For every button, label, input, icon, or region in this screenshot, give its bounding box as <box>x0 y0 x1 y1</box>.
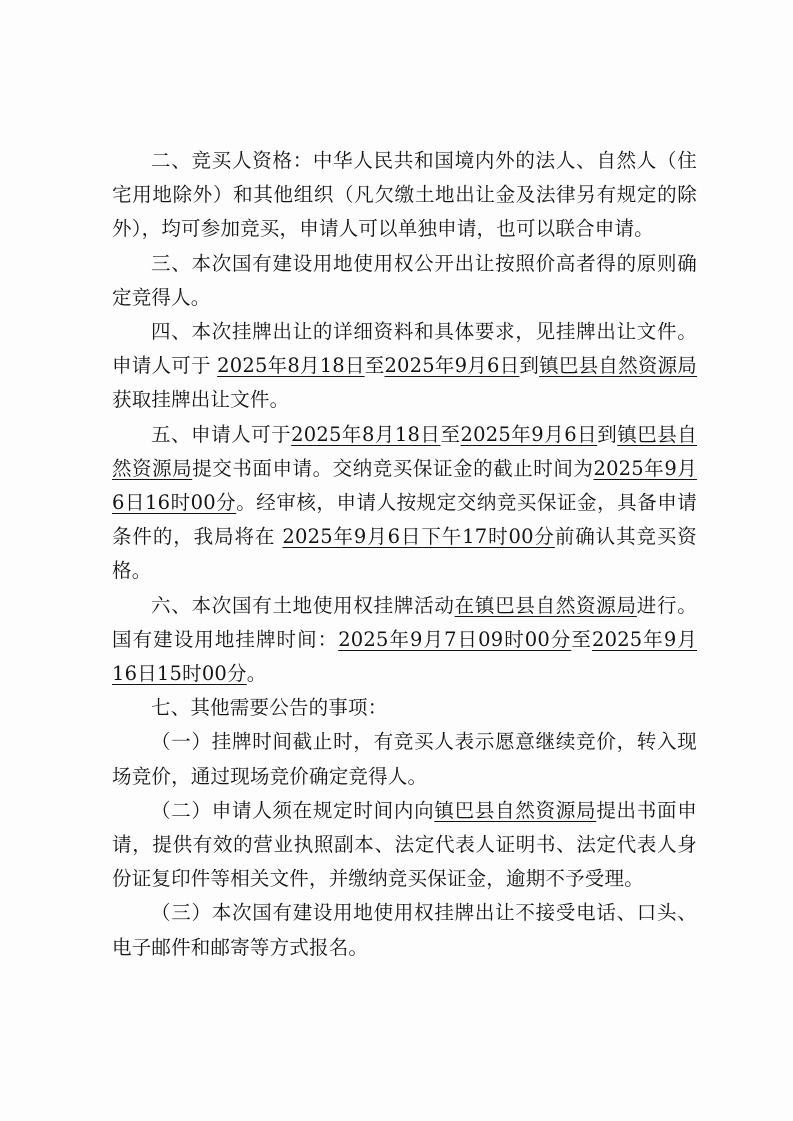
paragraph-text: 获取挂牌出让文件。 <box>112 388 290 412</box>
section-qualification <box>112 144 697 247</box>
paragraph-text: 七、其他需要公告的事项： <box>151 696 388 720</box>
section-principle <box>112 247 697 315</box>
underlined-text: 2025年9月6日 <box>384 354 520 378</box>
underlined-text: 镇巴县自然资源局 <box>539 354 698 378</box>
section-other-matters-1 <box>112 725 697 793</box>
paragraph-text: 到 <box>519 354 540 378</box>
paragraph-text: 前确认其竞买资格。 <box>112 525 697 583</box>
underlined-text: 镇巴县自然资源局 <box>112 422 697 480</box>
paragraph-text: 五、申请人可于 <box>151 422 292 446</box>
paragraph-text: 进行。国有建设用地挂牌时间： <box>112 593 697 651</box>
paragraph-text: （三）本次国有建设用地使用权挂牌出让不接受电话、口头、电子邮件和邮寄等方式报名。 <box>112 901 697 959</box>
underlined-text: 2025年9月16日15时00分 <box>112 627 698 686</box>
underlined-text: 2025年9月7日09时00分 <box>338 627 572 651</box>
paragraph-text: 到 <box>597 422 618 446</box>
underlined-text: 镇巴县自然资源局 <box>434 798 597 822</box>
paragraph-text: 提交书面申请。交纳竞买保证金的截止时间为 <box>192 456 594 480</box>
paragraph-text: 四、本次挂牌出让的详细资料和具体要求，见挂牌出让文件。申请人可于 <box>112 320 697 378</box>
paragraph-text: 六、本次国有土地使用权挂牌活动 <box>151 593 455 617</box>
section-listing-time <box>112 589 697 692</box>
underlined-text: 2025年9月6日16时00分 <box>112 456 697 515</box>
section-other-matters-2 <box>112 794 697 897</box>
paragraph-text: （二）申请人须在规定时间内向 <box>151 798 435 822</box>
paragraph-text: 至 <box>364 354 385 378</box>
paragraph-text: 至 <box>440 422 461 446</box>
paragraph-text: （一）挂牌时间截止时，有竞买人表示愿意继续竞价，转入现场竞价，通过现场竞价确定竞得人。 <box>112 730 697 788</box>
paragraph-text: 二、竞买人资格：中华人民共和国境内外的法人、自然人（住宅用地除外）和其他组织（凡欠缴土地出让金及法律另有规定的除外），均可参加竞买，申请人可以单独申请，也可以联合申请。 <box>112 149 697 241</box>
underlined-text: 在镇巴县自然资源局 <box>454 593 637 617</box>
section-application <box>112 418 697 589</box>
paragraph-text: 。 <box>246 662 267 686</box>
document-body <box>112 144 697 965</box>
underlined-text: 2025年8月18日 <box>217 354 365 378</box>
underlined-text: 2025年8月18日 <box>291 422 441 446</box>
paragraph-text: 。经审核，申请人按规定交纳竞买保证金，具备申请条件的，我局将在 <box>112 491 697 549</box>
paragraph-text: 提出书面申请，提供有效的营业执照副本、法定代表人证明书、法定代表人身份证复印件等相关文件，并缴纳竞买保证金，逾期不予受理。 <box>112 798 697 891</box>
section-other-matters-heading <box>112 691 697 725</box>
paragraph-text: 三、本次国有建设用地使用权公开出让按照价高者得的原则确定竞得人。 <box>112 251 697 309</box>
underlined-text: 2025年9月6日下午17时00分 <box>282 525 555 549</box>
section-other-matters-3 <box>112 896 697 964</box>
section-documents <box>112 315 697 418</box>
underlined-text: 2025年9月6日 <box>460 422 598 446</box>
paragraph-text: 至 <box>571 627 592 651</box>
